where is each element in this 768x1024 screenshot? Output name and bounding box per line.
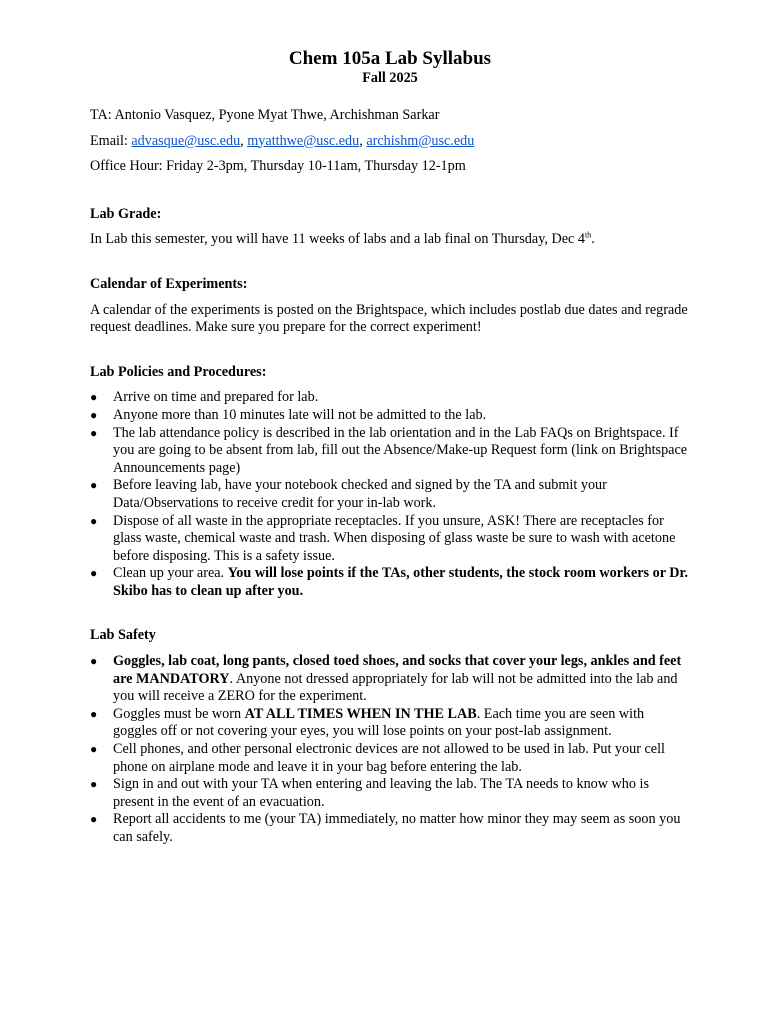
policies-heading: Lab Policies and Procedures:: [90, 363, 267, 380]
bullet-icon: ●: [90, 425, 98, 440]
bullet-icon: ●: [90, 478, 98, 493]
bullet-icon: ●: [90, 812, 98, 827]
term-label: Fall 2025: [362, 70, 418, 86]
list-item: [90, 477, 690, 512]
lab-grade-body: In Lab this semester, you will have 11 weeks of labs and a lab final on Thursday, Dec 4: [90, 231, 585, 248]
list-item-text: Goggles must be worn: [113, 705, 245, 722]
syllabus-page: [90, 48, 690, 847]
list-item-text: Arrive on time and prepared for lab.: [113, 389, 319, 406]
list-item-text: Cell phones, and other personal electronic devices are not allowed to be used in lab. Put your cell phone on airplane mode and leave it in your bag before entering the lab.: [113, 741, 665, 775]
list-item: [90, 776, 690, 811]
bullet-icon: ●: [90, 566, 98, 581]
bullet-icon: ●: [90, 654, 98, 669]
list-item-text: Report all accidents to me (your TA) immediately, no matter how minor they may seem as soon you can safely.: [113, 811, 681, 845]
ta-label: TA:: [90, 107, 112, 123]
email-separator: ,: [359, 132, 367, 149]
calendar-heading: Calendar of Experiments:: [90, 275, 248, 292]
bullet-icon: ●: [90, 706, 98, 721]
list-item: [90, 811, 690, 846]
email-separator: ,: [240, 132, 248, 149]
email-link[interactable]: advasque@usc.edu: [131, 132, 241, 149]
list-item: [90, 741, 690, 776]
ordinal-suffix: th: [584, 230, 592, 240]
list-item-text: . Each time you are seen with goggles off or not covering your eyes, you will lose points on your post-lab assignment.: [113, 705, 645, 740]
page-title: Chem 105a Lab Syllabus: [288, 48, 492, 69]
list-item-text: Before leaving lab, have your notebook checked and signed by the TA and submit your Data/Observations to receive credit for your in-lab work.: [113, 477, 607, 511]
lab-grade-end: .: [591, 231, 595, 248]
ta-names: Antonio Vasquez, Pyone Myat Thwe, Archishman Sarkar: [114, 107, 440, 123]
list-item-text: . Anyone not dressed appropriately for lab will not be admitted into the lab and you will receive a ZERO for the experiment.: [113, 670, 678, 705]
lab-grade-heading: Lab Grade:: [90, 205, 162, 222]
list-item: [90, 706, 690, 741]
calendar-text: A calendar of the experiments is posted on the Brightspace, which includes postlab due dates and regrade request deadlines. Make sure you prepare for the correct experiment!: [90, 301, 688, 336]
policies-list: [90, 389, 690, 600]
email-line: [90, 133, 690, 151]
list-item: [90, 653, 690, 706]
email-link[interactable]: archishm@usc.edu: [366, 132, 475, 149]
email-label: Email:: [90, 132, 128, 149]
bullet-icon: ●: [90, 390, 98, 405]
list-item-text: The lab attendance policy is described in the lab orientation and in the Lab FAQs on Brightspace. If you are going to be absent from lab, fill out the Absence/Make-up Request form (link on Brightspace Announcements page): [113, 424, 688, 476]
safety-heading: Lab Safety: [90, 627, 156, 644]
list-item: [90, 513, 690, 566]
list-item-text: Clean up your area.: [113, 565, 228, 582]
list-item-bold-text: You will lose points if the TAs, other students, the stock room workers or Dr. Skibo has to clean up after you.: [113, 565, 689, 599]
safety-list: [90, 653, 690, 847]
list-item: [90, 389, 690, 407]
list-item-text: Dispose of all waste in the appropriate receptacles. If you unsure, ASK! There are receptacles for glass waste, chemical waste and trash. When disposing of glass waste be sure to wash with acetone before disposing. This is a safety issue.: [113, 512, 676, 564]
bullet-icon: ●: [90, 407, 98, 422]
lab-grade-text: [90, 231, 690, 249]
bullet-icon: ●: [90, 777, 98, 792]
bullet-icon: ●: [90, 742, 98, 757]
ta-line: [90, 107, 690, 125]
email-link[interactable]: myatthwe@usc.edu: [247, 132, 360, 149]
list-item-bold-text: Goggles, lab coat, long pants, closed toed shoes, and socks that cover your legs, ankles and feet are MANDATORY: [113, 653, 682, 687]
list-item-bold-text: AT ALL TIMES WHEN IN THE LAB: [244, 705, 477, 722]
list-item-text: Anyone more than 10 minutes late will not be admitted to the lab.: [113, 406, 487, 423]
bullet-icon: ●: [90, 513, 98, 528]
list-item: [90, 565, 690, 600]
list-item-text: Sign in and out with your TA when entering and leaving the lab. The TA needs to know who is present in the event of an evacuation.: [113, 776, 649, 810]
office-hour-line: Office Hour: Friday 2-3pm, Thursday 10-11am, Thursday 12-1pm: [90, 158, 466, 175]
list-item: [90, 407, 690, 425]
list-item: [90, 425, 690, 478]
